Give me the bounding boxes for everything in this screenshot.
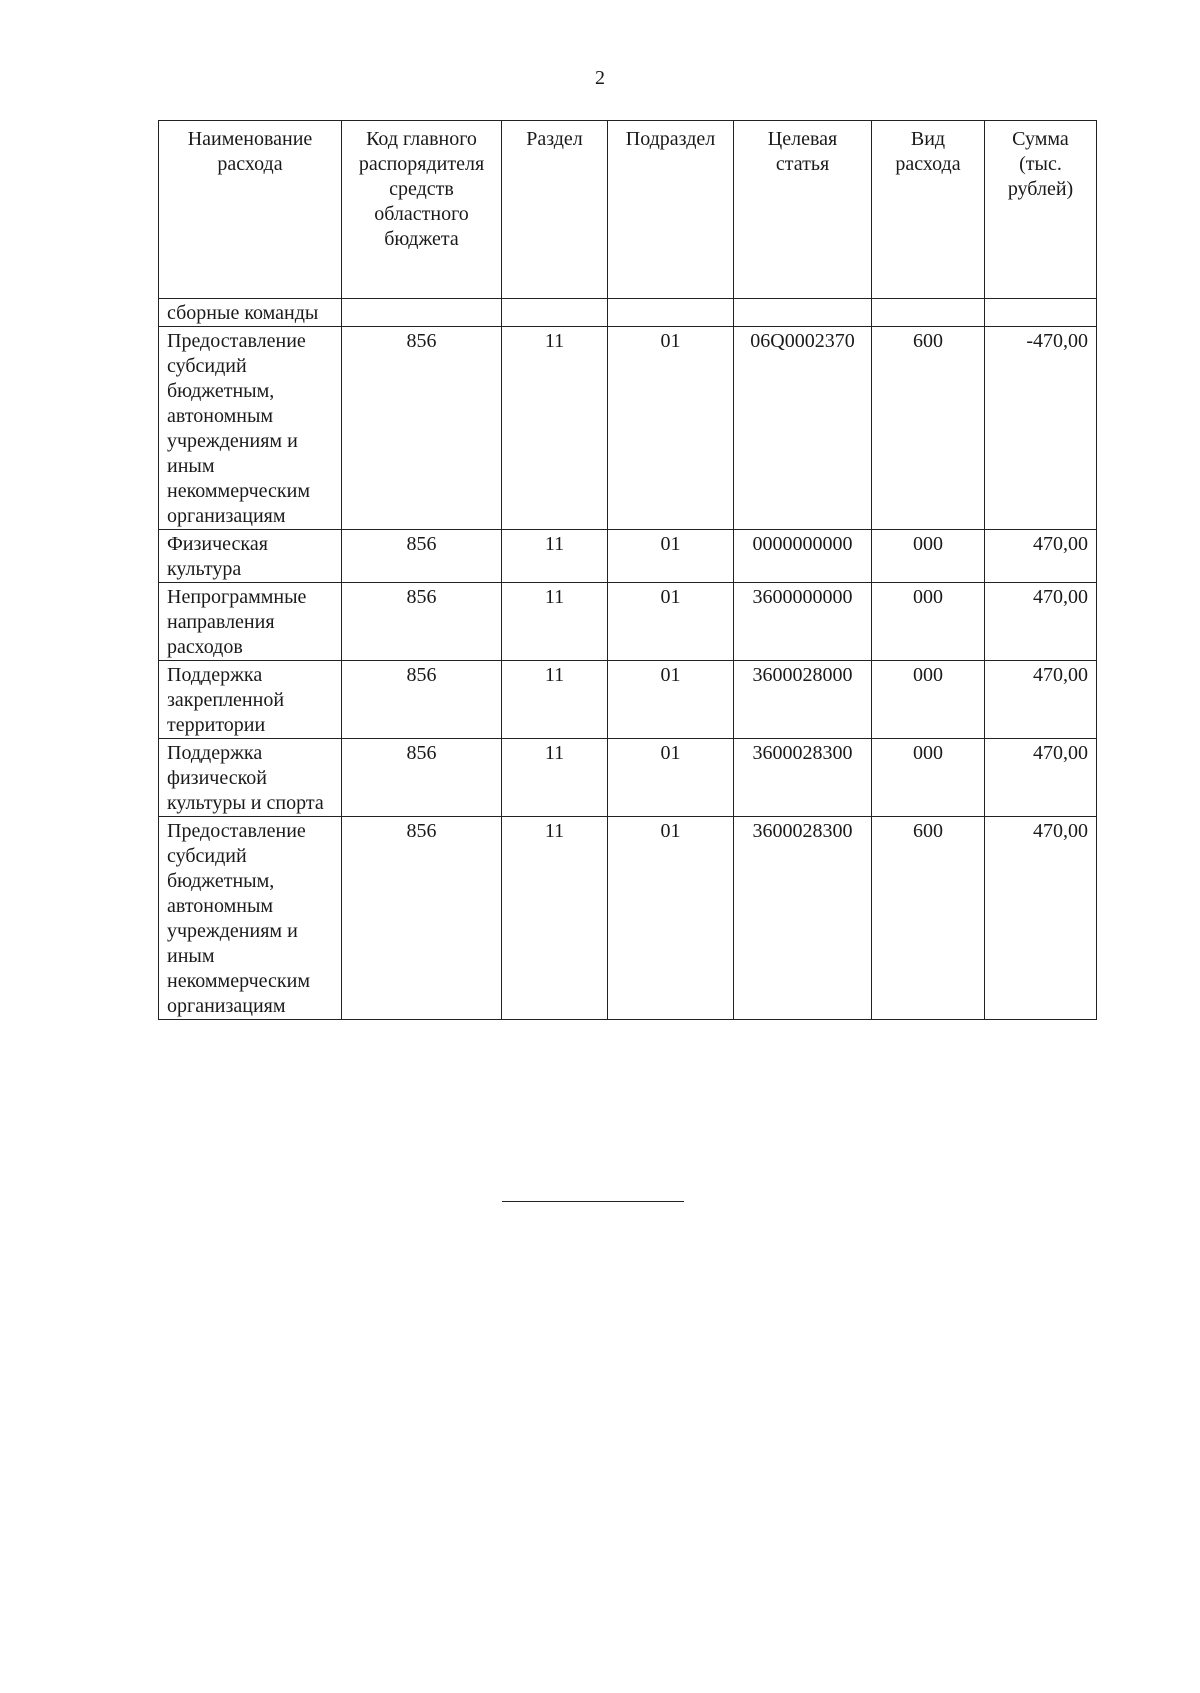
cell-expense-type: 000 [872,661,985,739]
cell-target-article: 0000000000 [734,530,872,583]
table-row [159,299,1097,327]
page-number: 2 [595,67,605,89]
cell-amount: 470,00 [985,661,1097,739]
cell-manager-code: 856 [342,530,502,583]
header-section: Раздел [502,121,608,299]
cell-manager-code: 856 [342,327,502,530]
cell-section: 11 [502,739,608,817]
header-amount: Сумма (тыс. рублей) [985,121,1097,299]
cell-expense-name: Поддержка закрепленной территории [159,661,342,739]
cell-subsection: 01 [608,583,734,661]
cell-manager-code: 856 [342,739,502,817]
header-manager-code: Код главного распорядителя средств областного бюджета [342,121,502,299]
cell-section: 11 [502,661,608,739]
cell-expense-name: Непрограммные направления расходов [159,583,342,661]
header-expense-name: Наименование расхода [159,121,342,299]
cell-expense-type: 000 [872,583,985,661]
end-of-document-rule [502,1201,684,1202]
cell-expense-type: 600 [872,817,985,1020]
cell-manager-code [342,299,502,327]
cell-amount: 470,00 [985,817,1097,1020]
cell-expense-name: Предоставление субсидий бюджетным, автономным учреждениям и иным некоммерческим организациям [159,327,342,530]
cell-expense-name: Физическая культура [159,530,342,583]
cell-subsection: 01 [608,327,734,530]
table-row [159,661,1097,739]
cell-section: 11 [502,817,608,1020]
cell-amount: 470,00 [985,583,1097,661]
cell-expense-type [872,299,985,327]
cell-subsection: 01 [608,661,734,739]
cell-target-article: 3600028000 [734,661,872,739]
cell-subsection: 01 [608,817,734,1020]
cell-section: 11 [502,583,608,661]
cell-expense-type: 000 [872,739,985,817]
cell-subsection [608,299,734,327]
header-expense-type: Вид расхода [872,121,985,299]
cell-section: 11 [502,327,608,530]
cell-expense-type: 600 [872,327,985,530]
cell-amount [985,299,1097,327]
cell-target-article: 06Q0002370 [734,327,872,530]
cell-target-article: 3600028300 [734,817,872,1020]
cell-subsection: 01 [608,530,734,583]
cell-amount: -470,00 [985,327,1097,530]
cell-manager-code: 856 [342,583,502,661]
cell-section: 11 [502,530,608,583]
cell-manager-code: 856 [342,661,502,739]
expenditure-table [158,120,1097,1020]
cell-section [502,299,608,327]
header-target-article: Целевая статья [734,121,872,299]
table-row [159,530,1097,583]
table-row [159,739,1097,817]
table-row [159,583,1097,661]
cell-subsection: 01 [608,739,734,817]
cell-target-article [734,299,872,327]
cell-amount: 470,00 [985,530,1097,583]
header-subsection: Подраздел [608,121,734,299]
cell-expense-name: Поддержка физической культуры и спорта [159,739,342,817]
cell-target-article: 3600028300 [734,739,872,817]
cell-target-article: 3600000000 [734,583,872,661]
table-header-row [159,121,1097,299]
cell-expense-name: Предоставление субсидий бюджетным, автономным учреждениям и иным некоммерческим организациям [159,817,342,1020]
table-row [159,327,1097,530]
table-row [159,817,1097,1020]
cell-manager-code: 856 [342,817,502,1020]
cell-expense-name: сборные команды [159,299,342,327]
cell-amount: 470,00 [985,739,1097,817]
cell-expense-type: 000 [872,530,985,583]
